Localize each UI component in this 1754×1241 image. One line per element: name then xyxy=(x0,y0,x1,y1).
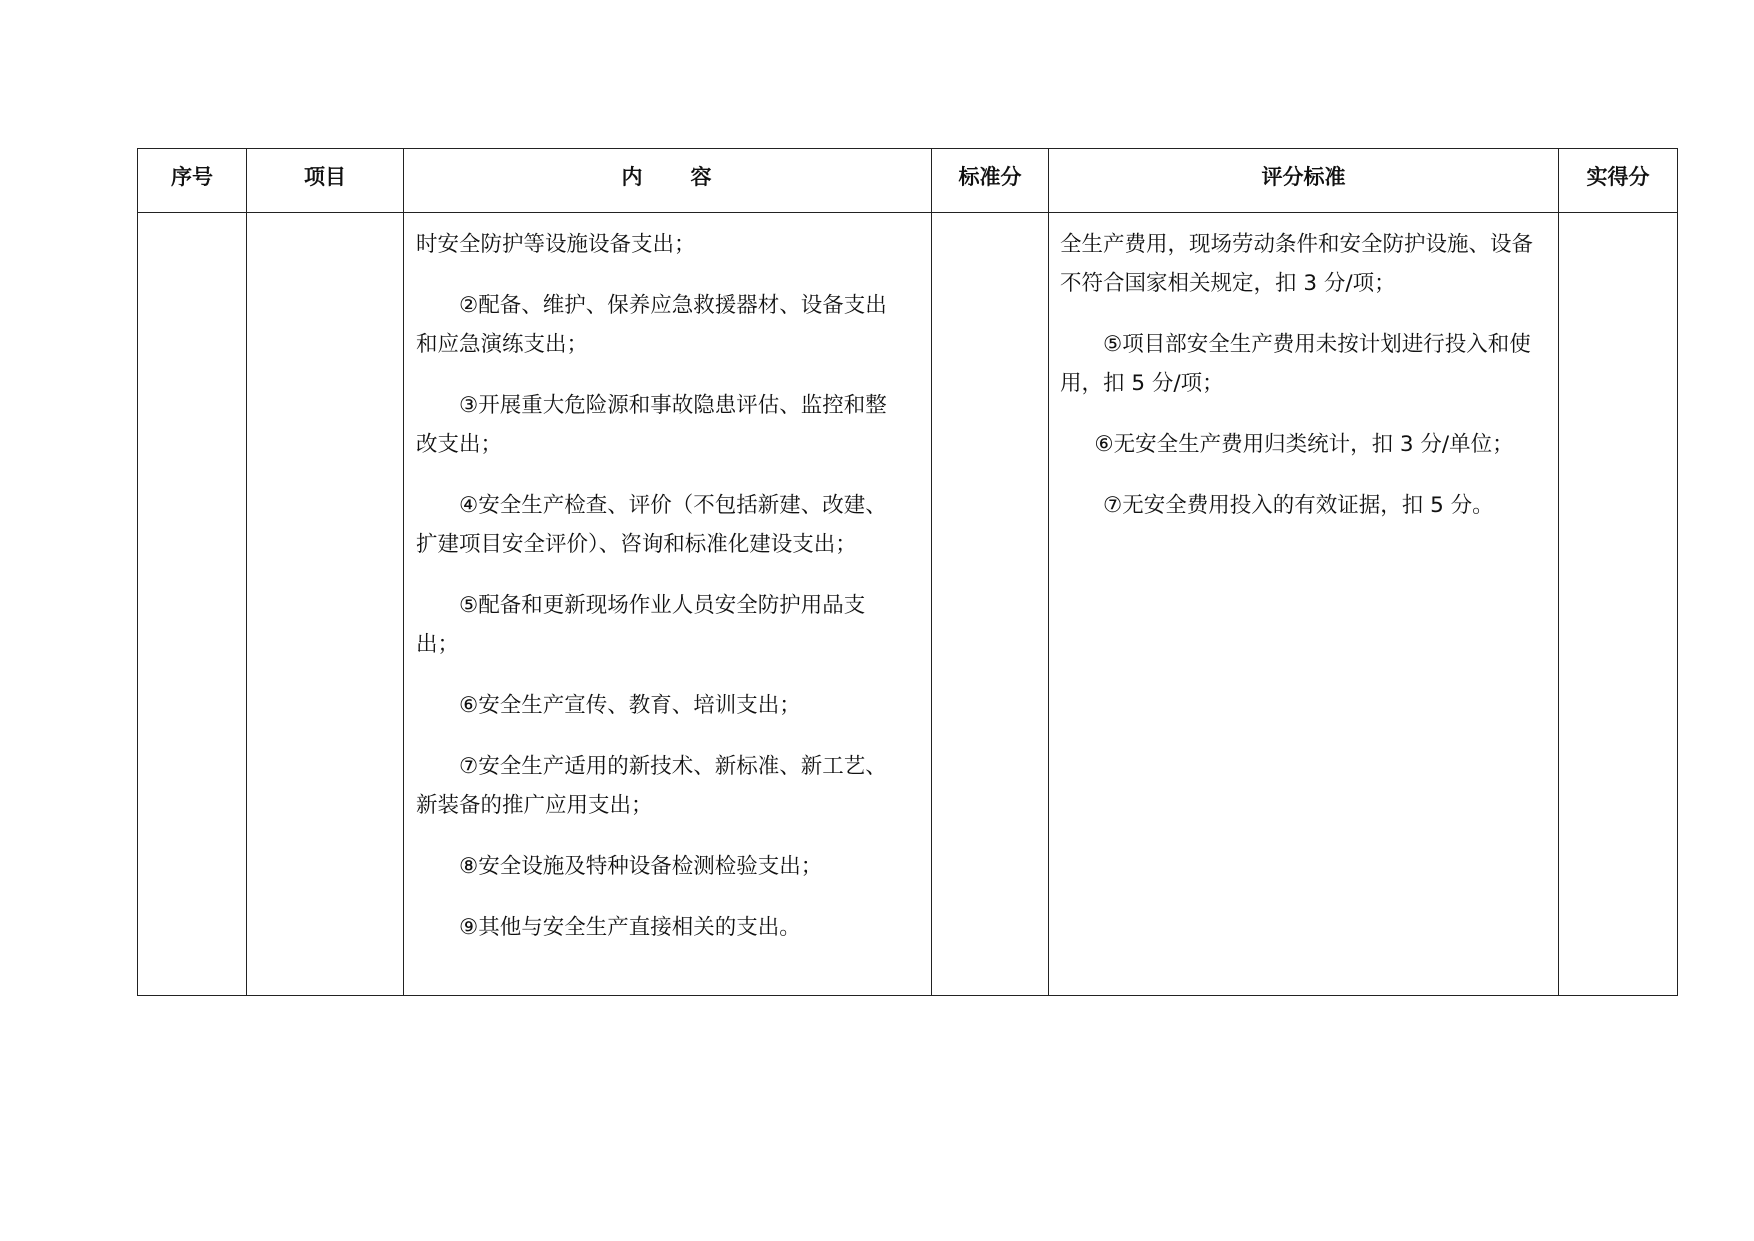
content-paragraph: ⑧安全设施及特种设备检测检验支出； xyxy=(459,854,823,879)
scoring-table xyxy=(137,148,1678,996)
content-paragraph: ⑨其他与安全生产直接相关的支出。 xyxy=(459,915,801,940)
content-paragraph: ⑥安全生产宣传、教育、培训支出； xyxy=(459,693,801,718)
criteria-paragraph: ⑦无安全费用投入的有效证据，扣 5 分。 xyxy=(1103,493,1494,518)
criteria-paragraph: ⑥无安全生产费用归类统计，扣 3 分/单位； xyxy=(1094,432,1514,457)
header-index: 序号 xyxy=(138,149,247,213)
header-content: 内 容 xyxy=(404,149,932,213)
cell-index xyxy=(138,213,247,996)
content-paragraph: ③开展重大危险源和事故隐患评估、监控和整改支出； xyxy=(416,393,887,457)
header-item: 项目 xyxy=(247,149,404,213)
header-standard-score: 标准分 xyxy=(932,149,1049,213)
cell-actual-score xyxy=(1559,213,1678,996)
content-paragraph: 时安全防护等设施设备支出； xyxy=(416,232,696,257)
header-criteria: 评分标准 xyxy=(1049,149,1559,213)
cell-criteria xyxy=(1049,213,1559,996)
criteria-paragraph: 全生产费用，现场劳动条件和安全防护设施、设备不符合国家相关规定，扣 3 分/项； xyxy=(1060,232,1534,296)
content-paragraph: ⑦安全生产适用的新技术、新标准、新工艺、新装备的推广应用支出； xyxy=(416,754,887,818)
cell-content xyxy=(404,213,932,996)
header-actual-score: 实得分 xyxy=(1559,149,1678,213)
content-paragraph: ②配备、维护、保养应急救援器材、设备支出和应急演练支出； xyxy=(416,293,887,357)
cell-item xyxy=(247,213,404,996)
table-row xyxy=(138,213,1678,996)
content-paragraph: ④安全生产检查、评价（不包括新建、改建、扩建项目安全评价）、咨询和标准化建设支出； xyxy=(416,493,887,557)
table-header-row xyxy=(138,149,1678,213)
cell-standard-score xyxy=(932,213,1049,996)
content-paragraph: ⑤配备和更新现场作业人员安全防护用品支出； xyxy=(416,593,866,657)
criteria-paragraph: ⑤项目部安全生产费用未按计划进行投入和使用，扣 5 分/项； xyxy=(1060,332,1531,396)
